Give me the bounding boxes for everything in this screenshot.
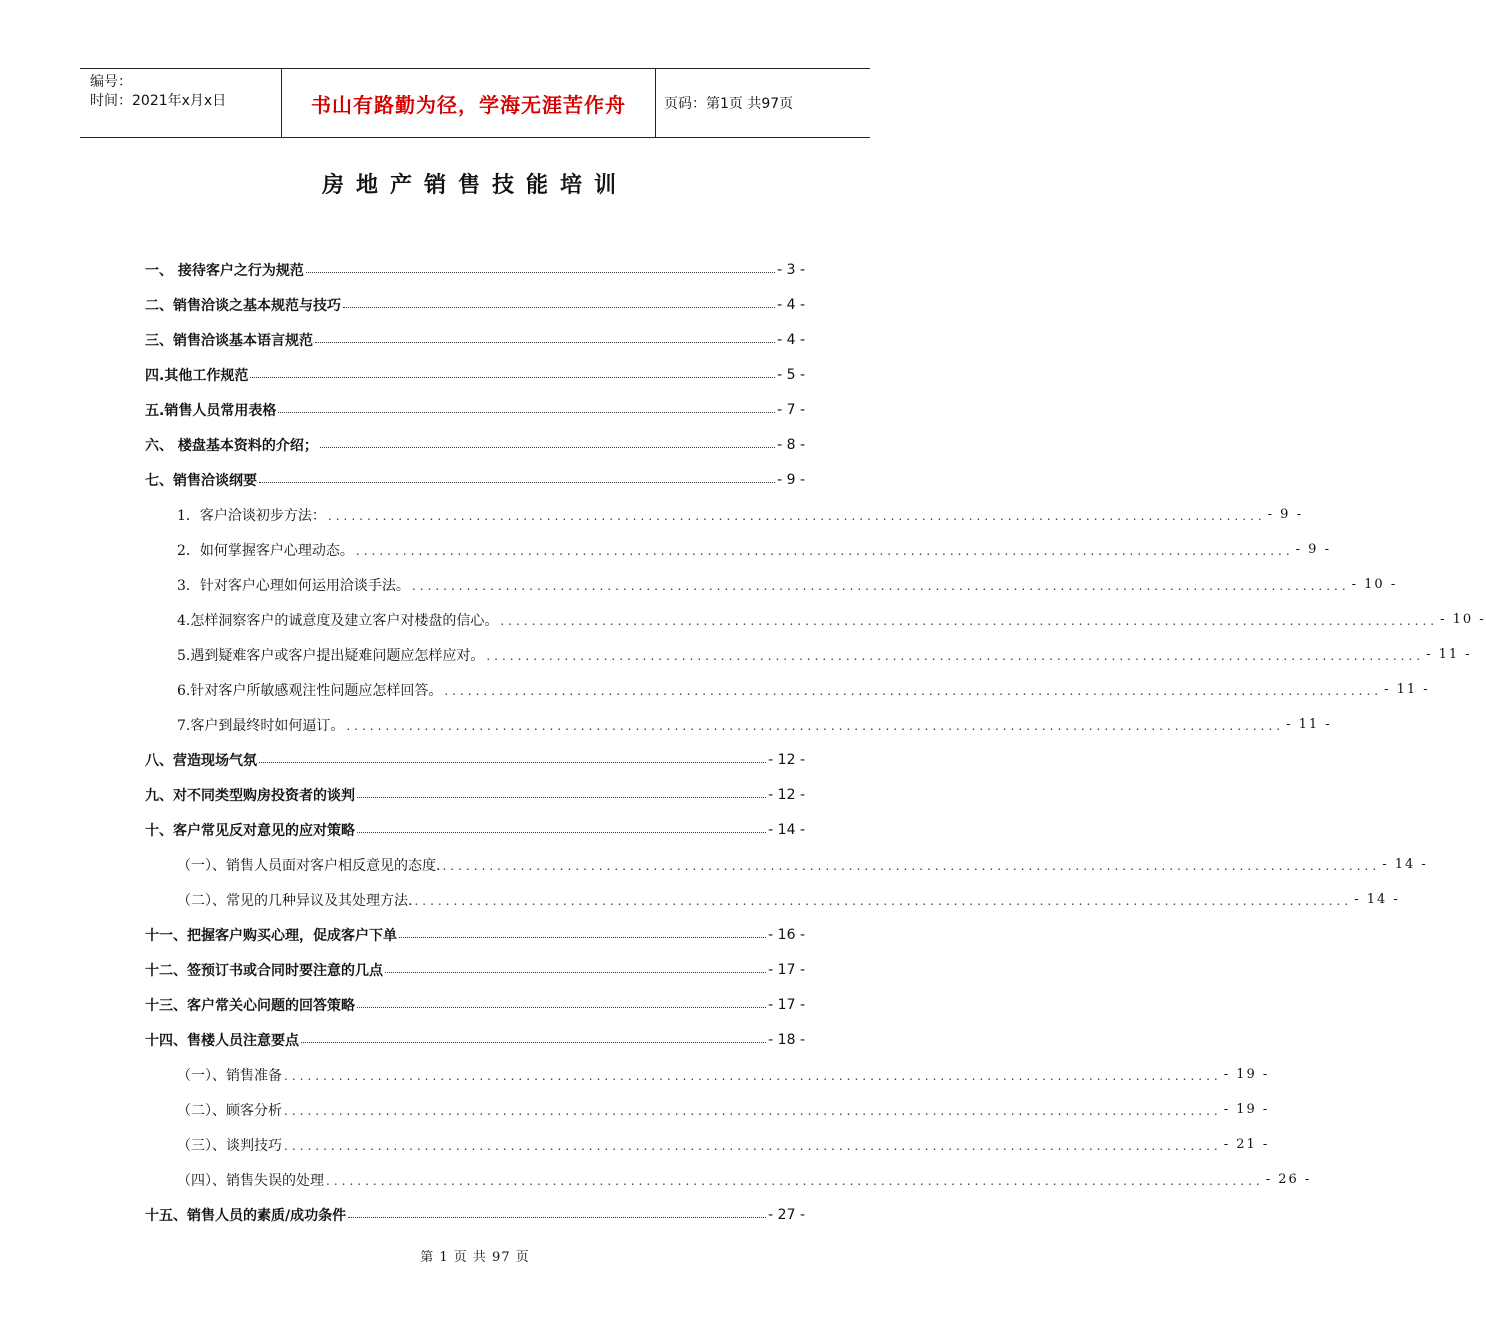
toc-entry[interactable]: [145, 357, 805, 392]
toc-entry[interactable]: [177, 707, 1332, 742]
toc-entry-page: - 11 -: [1384, 682, 1430, 697]
toc-entry-page: - 17 -: [768, 961, 805, 978]
toc-dot-leader: ........................................................................................................................: [346, 718, 1285, 733]
toc-entry-page: - 19 -: [1223, 1102, 1270, 1117]
toc-entry-page: - 9 -: [1295, 542, 1331, 557]
toc-entry-title: （二）、常见的几种异议及其处理方法.: [177, 892, 413, 909]
toc-entry-page: - 10 -: [1351, 577, 1398, 592]
toc-entry-page: - 11 -: [1426, 647, 1472, 662]
toc-entry-page: - 12 -: [768, 786, 805, 803]
toc-entry-title: 三、销售洽谈基本语言规范: [145, 332, 313, 349]
toc-entry-title: 2．如何掌握客户心理动态。: [177, 542, 354, 559]
toc-entry-title: 九、对不同类型购房投资者的谈判: [145, 787, 355, 804]
toc-dot-leader: [315, 341, 775, 343]
toc-entry[interactable]: [177, 532, 1331, 567]
toc-entry-title: 7.客户到最终时如何逼订。: [177, 717, 345, 734]
toc-entry-page: - 19 -: [1223, 1067, 1270, 1082]
toc-entry-title: 3．针对客户心理如何运用洽谈手法。: [177, 577, 410, 594]
toc-entry-page: - 18 -: [768, 1031, 805, 1048]
toc-entry-page: - 3 -: [777, 261, 805, 278]
toc-entry-page: - 9 -: [1267, 507, 1303, 522]
toc-entry[interactable]: [145, 287, 805, 322]
toc-entry-title: （三）、谈判技巧: [177, 1137, 282, 1154]
toc-entry[interactable]: [177, 567, 1398, 602]
toc-entry[interactable]: [145, 742, 805, 777]
toc-entry-page: - 9 -: [777, 471, 805, 488]
toc-entry[interactable]: [177, 882, 1400, 917]
toc-entry[interactable]: [177, 1162, 1312, 1197]
toc-dot-leader: [357, 831, 766, 833]
toc-entry-title: 6.针对客户所敏感观注性问题应怎样回答。: [177, 682, 443, 699]
toc-dot-leader: [348, 1216, 766, 1218]
toc-dot-leader: [357, 796, 766, 798]
toc-dot-leader: [250, 376, 775, 378]
toc-entry-title: （一）、销售人员面对客户相反意见的态度.: [177, 857, 441, 874]
toc-entry[interactable]: [177, 1057, 1270, 1092]
toc-entry-title: 四.其他工作规范: [145, 367, 249, 384]
toc-entry-title: （一）、销售准备: [177, 1067, 282, 1084]
toc-entry[interactable]: [145, 917, 805, 952]
toc-entry-title: 一、 接待客户之行为规范: [145, 262, 304, 279]
toc-entry[interactable]: [145, 812, 805, 847]
toc-entry-title: 4.怎样洞察客户的诚意度及建立客户对楼盘的信心。: [177, 612, 499, 629]
toc-entry[interactable]: [177, 637, 1472, 672]
toc-entry-page: - 10 -: [1440, 612, 1486, 627]
toc-entry-title: 十、客户常见反对意见的应对策略: [145, 822, 355, 839]
toc-entry[interactable]: [145, 777, 805, 812]
toc-dot-leader: ........................................................................................................................: [284, 1138, 1222, 1153]
toc-dot-leader: [385, 971, 766, 973]
toc-entry-title: 七、销售洽谈纲要: [145, 472, 257, 489]
toc-entry[interactable]: [145, 322, 805, 357]
toc-entry-title: 五.销售人员常用表格: [145, 402, 277, 419]
header-meta-cell: [80, 69, 282, 137]
toc-entry[interactable]: [177, 1127, 1270, 1162]
toc-entry[interactable]: [177, 672, 1430, 707]
toc-entry-title: 六、 楼盘基本资料的介绍；: [145, 437, 318, 454]
toc-entry-page: - 26 -: [1265, 1172, 1312, 1187]
toc-entry-title: （二）、顾客分析: [177, 1102, 282, 1119]
toc-dot-leader: ........................................................................................................................: [500, 613, 1439, 628]
toc-entry-title: 十一、把握客户购买心理，促成客户下单: [145, 927, 397, 944]
toc-entry-page: - 17 -: [768, 996, 805, 1013]
toc-entry-page: - 4 -: [777, 296, 805, 313]
toc-dot-leader: ........................................................................................................................: [327, 508, 1266, 523]
toc-dot-leader: ........................................................................................................................: [284, 1103, 1222, 1118]
toc-entry[interactable]: [177, 497, 1303, 532]
toc-entry[interactable]: [145, 1022, 805, 1057]
toc-entry-title: 5.遇到疑难客户或客户提出疑难问题应怎样应对。: [177, 647, 485, 664]
toc-entry[interactable]: [177, 847, 1428, 882]
toc-entry-page: - 14 -: [1382, 857, 1428, 872]
header-date-label: 时间：2021年x月x日: [90, 93, 227, 109]
toc-dot-leader: ........................................................................................................................: [486, 648, 1425, 663]
page-footer: 第 1 页 共 97 页: [420, 1250, 530, 1265]
toc-entry[interactable]: [145, 462, 805, 497]
toc-dot-leader: [259, 761, 766, 763]
toc-entry[interactable]: [177, 1092, 1270, 1127]
toc-dot-leader: [399, 936, 766, 938]
toc-entry[interactable]: [145, 392, 805, 427]
toc-dot-leader: [301, 1041, 766, 1043]
toc-entry[interactable]: [145, 427, 805, 462]
toc-entry[interactable]: [145, 952, 805, 987]
toc-entry-title: 二、销售洽谈之基本规范与技巧: [145, 297, 341, 314]
toc-entry-page: - 4 -: [777, 331, 805, 348]
toc-entry-page: - 27 -: [768, 1206, 805, 1223]
toc-entry-title: 1．客户洽谈初步方法：: [177, 507, 326, 524]
toc-dot-leader: ........................................................................................................................: [411, 578, 1350, 593]
toc-dot-leader: [259, 481, 775, 483]
toc-entry-title: 十四、售楼人员注意要点: [145, 1032, 299, 1049]
toc-dot-leader: [357, 1006, 766, 1008]
toc-entry[interactable]: [145, 252, 805, 287]
toc-entry[interactable]: [177, 602, 1486, 637]
toc-dot-leader: ........................................................................................................................: [444, 683, 1383, 698]
toc-entry[interactable]: [145, 987, 805, 1022]
toc-entry-page: - 5 -: [777, 366, 805, 383]
toc-dot-leader: ........................................................................................................................: [414, 893, 1353, 908]
toc-entry-page: - 12 -: [768, 751, 805, 768]
toc-entry-title: （四）、销售失误的处理: [177, 1172, 324, 1189]
toc-entry-page: - 7 -: [777, 401, 805, 418]
toc-entry-title: 十五、销售人员的素质/成功条件: [145, 1207, 347, 1224]
toc-entry-title: 十三、客户常关心问题的回答策略: [145, 997, 355, 1014]
toc-entry-page: - 8 -: [777, 436, 805, 453]
toc-dot-leader: [278, 411, 775, 413]
toc-dot-leader: [306, 271, 775, 273]
toc-dot-leader: ........................................................................................................................: [284, 1068, 1222, 1083]
toc-entry-page: - 16 -: [768, 926, 805, 943]
toc-dot-leader: ........................................................................................................................: [355, 543, 1294, 558]
toc-entry-page: - 11 -: [1286, 717, 1332, 732]
toc-entry[interactable]: [145, 1197, 805, 1232]
toc-dot-leader: ........................................................................................................................: [442, 858, 1381, 873]
toc-entry-page: - 14 -: [768, 821, 805, 838]
header-page-label: 页码：第1页 共97页: [664, 96, 794, 112]
toc-dot-leader: ........................................................................................................................: [326, 1173, 1264, 1188]
toc-dot-leader: [320, 446, 775, 448]
document-title: 房地产销售技能培训: [321, 173, 628, 198]
toc-dot-leader: [343, 306, 775, 308]
toc-entry-page: - 14 -: [1354, 892, 1400, 907]
toc-entry-title: 十二、签预订书或合同时要注意的几点: [145, 962, 383, 979]
header-number-label: 编号：: [90, 74, 132, 90]
toc-entry-page: - 21 -: [1223, 1137, 1270, 1152]
header-motto: 书山有路勤为径，学海无涯苦作舟: [282, 69, 656, 137]
document-header: [80, 68, 870, 138]
toc-entry-title: 八、营造现场气氛: [145, 752, 257, 769]
